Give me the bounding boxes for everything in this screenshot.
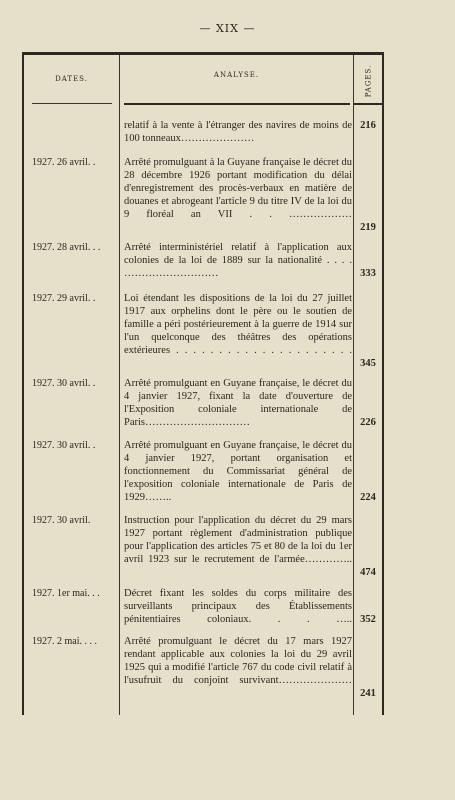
entry-date: 1927. 29 avril. . — [32, 293, 96, 304]
header-rule — [124, 103, 350, 105]
entry-text: Arrêté promulguant à la Guyane française le décret du 28 décembre 1926 portant modification du délai d'enregistrement des procès-verbaux en matière de douanes et abrogeant l'article 9 du titre IV de la loi du 9 floréal an VII . . ……………… — [124, 157, 352, 220]
entry-page: 352 — [360, 614, 376, 625]
index-table — [22, 52, 384, 715]
entry-text: Décret fixant les soldes du corps militaire des surveillants principaux des Établissements pénitentiaires coloniaux. . . ….. — [124, 588, 352, 625]
column-divider — [119, 55, 120, 715]
entry-page: 333 — [360, 268, 376, 279]
entry-page: 224 — [360, 492, 376, 503]
entry-text: Arrêté interministériel relatif à l'application aux colonies de la loi de 1889 sur la nationalité . . . . ……………………… — [124, 242, 352, 279]
entry-text: Loi étendant les dispositions de la loi du 27 juillet 1917 aux orphelins dont le père ou le soutien de famille a péri postérieurement à la guerre de 1914 sur l'un quelconque des théâtres des opérations extérieures . . . . . . . . . . . . . . . . . . . . . — [124, 293, 352, 356]
entry-text: Arrêté promulguant le décret du 17 mars 1927 rendant applicable aux colonies la loi du 29 avril 1925 qui a modifié l'article 767 du code civil relatif à l'usufruit du conjoint survivant………………… — [124, 636, 352, 686]
entry-page: 226 — [360, 417, 376, 428]
entry-date: 1927. 1er mai. . . — [32, 588, 100, 599]
entry-text: relatif à la vente à l'étranger des navires de moins de 100 tonneaux………………… — [124, 120, 352, 144]
header-pages: PAGES. — [364, 64, 373, 98]
entry-text: Arrêté promulguant en Guyane française, le décret du 4 janvier 1927, fixant la date d'ouverture de l'Exposition coloniale internationale de Paris………………………… — [124, 378, 352, 428]
entry-page: 219 — [360, 222, 376, 233]
entry-date: 1927. 30 avril. . — [32, 378, 96, 389]
entry-date: 1927. 28 avril. . . — [32, 242, 101, 253]
entry-page: 474 — [360, 567, 376, 578]
page-number: — XIX — — [199, 22, 256, 35]
entry-date: 1927. 2 mai. . . . — [32, 636, 97, 647]
entry-date: 1927. 26 avril. . — [32, 157, 96, 168]
entry-page: 345 — [360, 358, 376, 369]
header-rule — [354, 103, 382, 105]
entry-date: 1927. 30 avril. . — [32, 440, 96, 451]
entry-page: 216 — [360, 120, 376, 131]
entry-date: 1927. 30 avril. — [32, 515, 91, 526]
entry-page: 241 — [360, 688, 376, 699]
entry-text: Arrêté promulguant en Guyane française, le décret du 4 janvier 1927, portant organisation et fonctionnement du Commissariat général de l'exposition coloniale internationale de Paris de 1929…….. — [124, 440, 352, 503]
header-rule — [32, 103, 112, 104]
header-dates: DATES. — [55, 75, 88, 83]
entry-text: Instruction pour l'application du décret du 29 mars 1927 portant règlement d'administration publique pour l'application des articles 75 et 80 de la loi du 1er avril 1923 sur le recrutement de l'armée………….. — [124, 515, 352, 565]
header-analyse: ANALYSE. — [213, 71, 260, 79]
